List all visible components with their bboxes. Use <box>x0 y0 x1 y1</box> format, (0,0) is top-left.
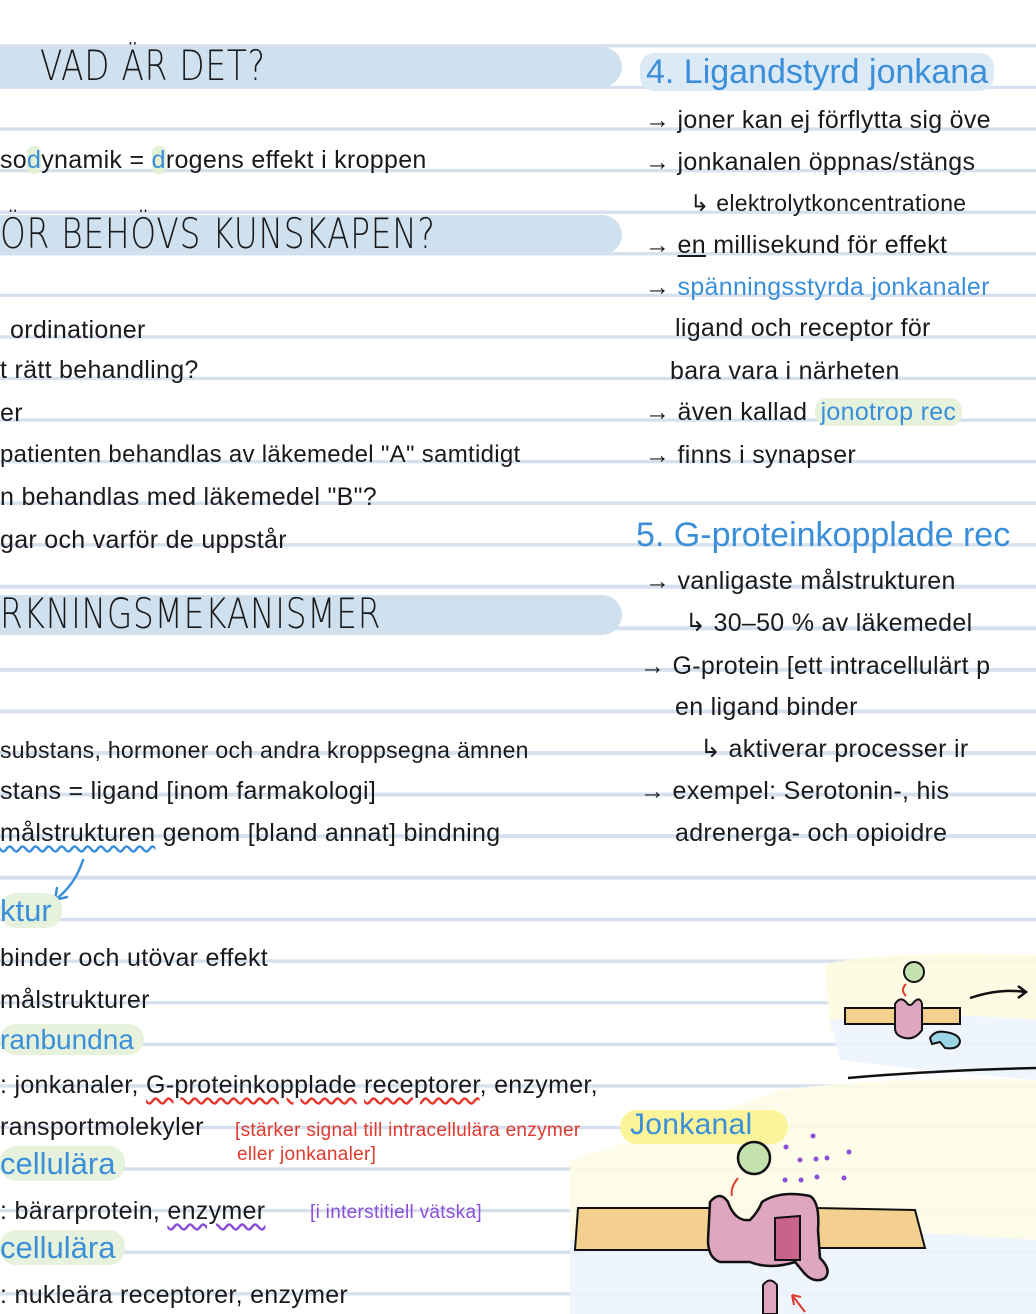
highlight-letter: d <box>27 146 42 174</box>
ligand-circle <box>738 1142 770 1174</box>
text-line: → joner kan ej förflytta sig öve <box>645 106 991 134</box>
text-fragment: en <box>677 231 706 259</box>
text-line <box>0 1070 598 1100</box>
text-line: adrenerga- och opioidre <box>675 819 948 847</box>
text-fragment: : jonkanaler, <box>0 1071 146 1099</box>
text-line: → vanligaste målstrukturen <box>645 567 956 595</box>
text-fragment: rogens effekt i kroppen <box>165 146 427 174</box>
subheading <box>0 1146 125 1182</box>
text-line: patienten behandlas av läkemedel "A" samtidigt <box>0 441 521 468</box>
text-line: målstrukturer <box>0 986 150 1014</box>
subheading-text: ranbundna <box>0 1024 144 1055</box>
text-line: er <box>0 399 23 427</box>
subheading-text: cellulära <box>0 1146 125 1181</box>
text-fragment: → <box>645 273 678 301</box>
text-line: stans = ligand [inom farmakologi] <box>0 777 377 805</box>
text-line <box>0 145 427 175</box>
text-fragment: → <box>645 231 678 259</box>
text-line: ↳ aktiverar processer ir <box>700 735 969 763</box>
text-line: → exempel: Serotonin-, his <box>640 777 950 805</box>
heading-text: 5. G-proteinkopplade rec <box>636 516 1011 554</box>
text-line: ↳ 30–50 % av läkemedel <box>685 609 973 637</box>
diagram-label-jonkanal: Jonkanal <box>630 1108 753 1141</box>
text-line: t rätt behandling? <box>0 356 199 384</box>
text-line: ligand och receptor för <box>675 314 931 342</box>
text-line: n behandlas med läkemedel "B"? <box>0 483 377 511</box>
text-line: → jonkanalen öppnas/stängs <box>645 148 976 176</box>
text-line: ordinationer <box>10 316 146 344</box>
text-fragment: receptorer <box>364 1071 480 1099</box>
heading-vad-ar-det: VAD ÄR DET? <box>40 41 266 90</box>
text-line: bara vara i närheten <box>670 357 900 385</box>
text-fragment: spänningsstyrda jonkanaler <box>677 273 990 301</box>
text-line: → finns i synapser <box>645 441 857 469</box>
heading-varfor-behovs: ÖR BEHÖVS KUNSKAPEN? <box>0 209 436 258</box>
text-fragment: millisekund för effekt <box>705 231 948 259</box>
subheading <box>0 1022 144 1058</box>
text-fragment: → även kallad <box>645 398 815 426</box>
note-purple: [i interstitiell vätska] <box>310 1202 482 1223</box>
text-line <box>645 397 962 427</box>
heading-text: 4. Ligandstyrd jonkana <box>640 53 994 91</box>
text-fragment: ynamik = <box>41 146 152 174</box>
subheading <box>0 893 62 929</box>
text-line: → G-protein [ett intracellulärt p <box>640 652 991 680</box>
subheading-text: cellulära <box>0 1230 125 1265</box>
text-line <box>0 1196 265 1226</box>
text-line <box>645 272 990 302</box>
heading-ligandstyrd-jonkanal <box>640 54 994 90</box>
heading-g-proteinkopplade <box>630 517 1016 553</box>
text-line: gar och varför de uppstår <box>0 526 287 554</box>
heading-verkningsmekanismer: RKNINGSMEKANISMER <box>0 589 382 638</box>
subheading-text: ktur <box>0 893 62 928</box>
text-fragment: , enzymer, <box>479 1071 598 1099</box>
highlight-letter: d <box>151 146 166 174</box>
text-fragment: : bärarprotein, <box>0 1197 168 1225</box>
text-fragment: G-proteinkopplade <box>145 1071 357 1099</box>
text-fragment: målstrukturen <box>0 819 156 847</box>
text-line <box>0 818 500 848</box>
note-red: eller jonkanaler] <box>237 1144 377 1165</box>
subheading <box>0 1230 125 1266</box>
text-line: ransportmolekyler <box>0 1113 204 1141</box>
text-line: : nukleära receptorer, enzymer <box>0 1281 349 1309</box>
receptor-shape <box>895 999 922 1038</box>
text-fragment: genom [bland annat] bindning <box>155 819 501 847</box>
text-fragment: so <box>0 146 28 174</box>
text-line: ↳ elektrolytkoncentratione <box>690 190 967 216</box>
text-fragment: jonotrop rec <box>815 398 963 426</box>
text-line: substans, hormoner och andra kroppsegna ämnen <box>0 737 529 763</box>
text-line: binder och utövar effekt <box>0 944 269 972</box>
text-line: en ligand binder <box>675 693 858 721</box>
text-line <box>645 230 947 260</box>
note-red: [stärker signal till intracellulära enzymer <box>235 1120 581 1141</box>
text-fragment: enzymer <box>167 1197 266 1225</box>
ligand-circle <box>904 962 924 982</box>
text-fragment <box>357 1071 364 1099</box>
